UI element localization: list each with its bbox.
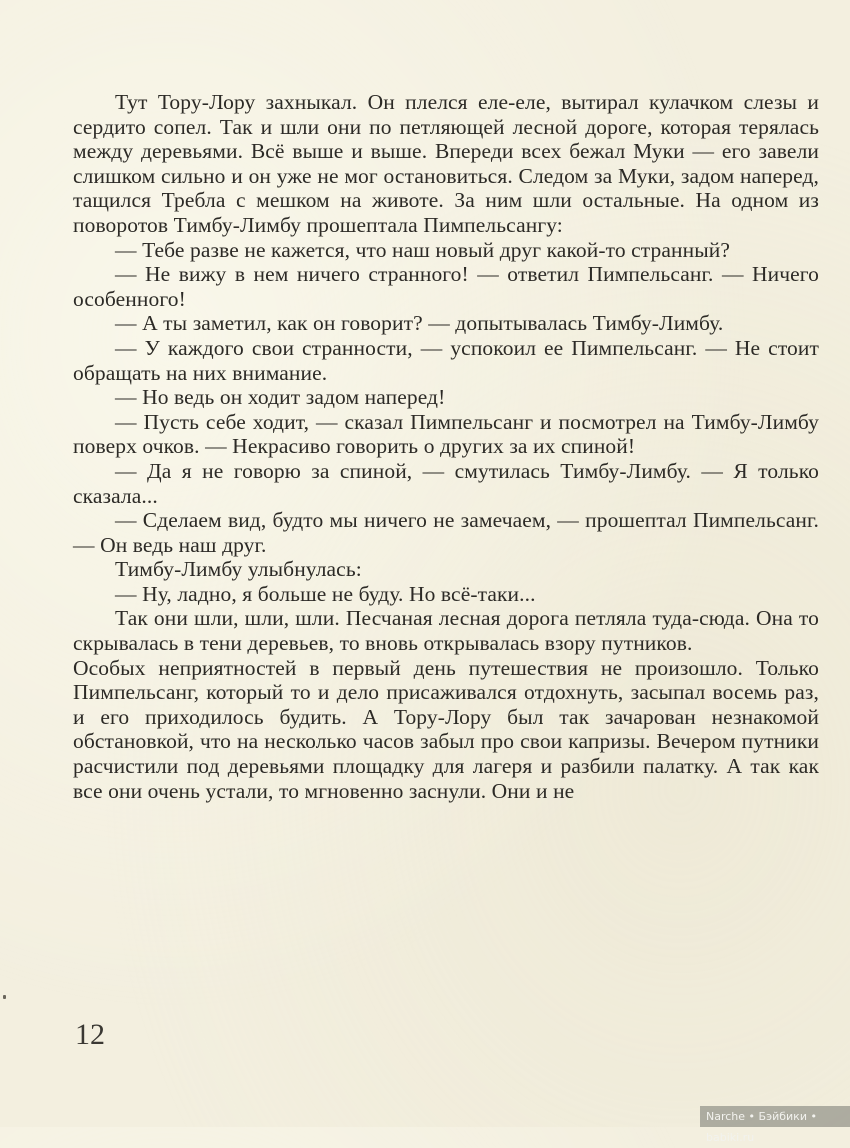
paragraph-2: — Тебе разве не кажется, что наш новый друг какой-то странный? [115, 237, 731, 262]
paragraph-6: — Но ведь он ходит задом наперед! [115, 385, 446, 410]
paragraph-7: — Пусть себе ходит, — сказал Пимпельсанг и посмотрел на Тимбу-Лимбу поверх очков. — Некрасиво говорить о других за их спиной! [73, 409, 819, 459]
paper-speck [3, 995, 6, 999]
paragraph-8: — Да я не говорю за спиной, — смутилась Тимбу-Лимбу. — Я только сказала... [73, 458, 819, 508]
paragraph-4: — А ты заметил, как он говорит? — допытывалась Тимбу-Лимбу. [115, 311, 724, 336]
paragraph-9: — Сделаем вид, будто мы ничего не замечаем, — прошептал Пимпельсанг. — Он ведь наш друг. [73, 508, 819, 557]
paragraph-1: Тут Тору-Лору захныкал. Он плелся еле-еле, вытирал кулачком слезы и сердито сопел. Так и шли они по петляющей лесной дороге, которая терялась между деревьями. Всё выше и выше. Впереди всех бежал Муки — его завели слишком сильно и он уже не мог остановиться. Следом за Муки, задом наперед, тащился Требла с мешком на животе. За ним шли остальные. На одном из поворотов Тимбу-Лимбу прошептала Пимпельсангу: [73, 90, 819, 237]
paragraph-13: Особых неприятностей в первый день путешествия не произошло. Только Пимпельсанг, который то и дело присаживался отдохнуть, засыпал восемь раз, и его приходилось будить. А Тору-Лору был так зачарован незнакомой обстановкой, что на несколько часов забыл про свои капризы. Вечером путники расчистили под деревьями площадку для лагеря и разбили палатку. А так как все они очень устали, то мгновенно заснули. Они и не [73, 655, 819, 803]
paragraph-10: Тимбу-Лимбу улыбнулась: [115, 557, 362, 582]
paragraph-12: Так они шли, шли, шли. Песчаная лесная дорога петляла туда-сюда. Она то скрывалась в тени деревьев, то вновь открывалась взору путников. [73, 606, 819, 656]
paragraph-11: — Ну, ладно, я больше не буду. Но всё-таки... [115, 581, 536, 606]
page-body-text [73, 90, 819, 803]
watermark: Narche • Бэйбики • babiki.ru [700, 1106, 850, 1127]
paragraph-5: — У каждого свои странности, — успокоил ее Пимпельсанг. — Не стоит обращать на них внимание. [73, 335, 819, 385]
page-number: 12 [75, 1018, 105, 1051]
paragraph-3: — Не вижу в нем ничего странного! — ответил Пимпельсанг. — Ничего особенного! [73, 262, 819, 311]
